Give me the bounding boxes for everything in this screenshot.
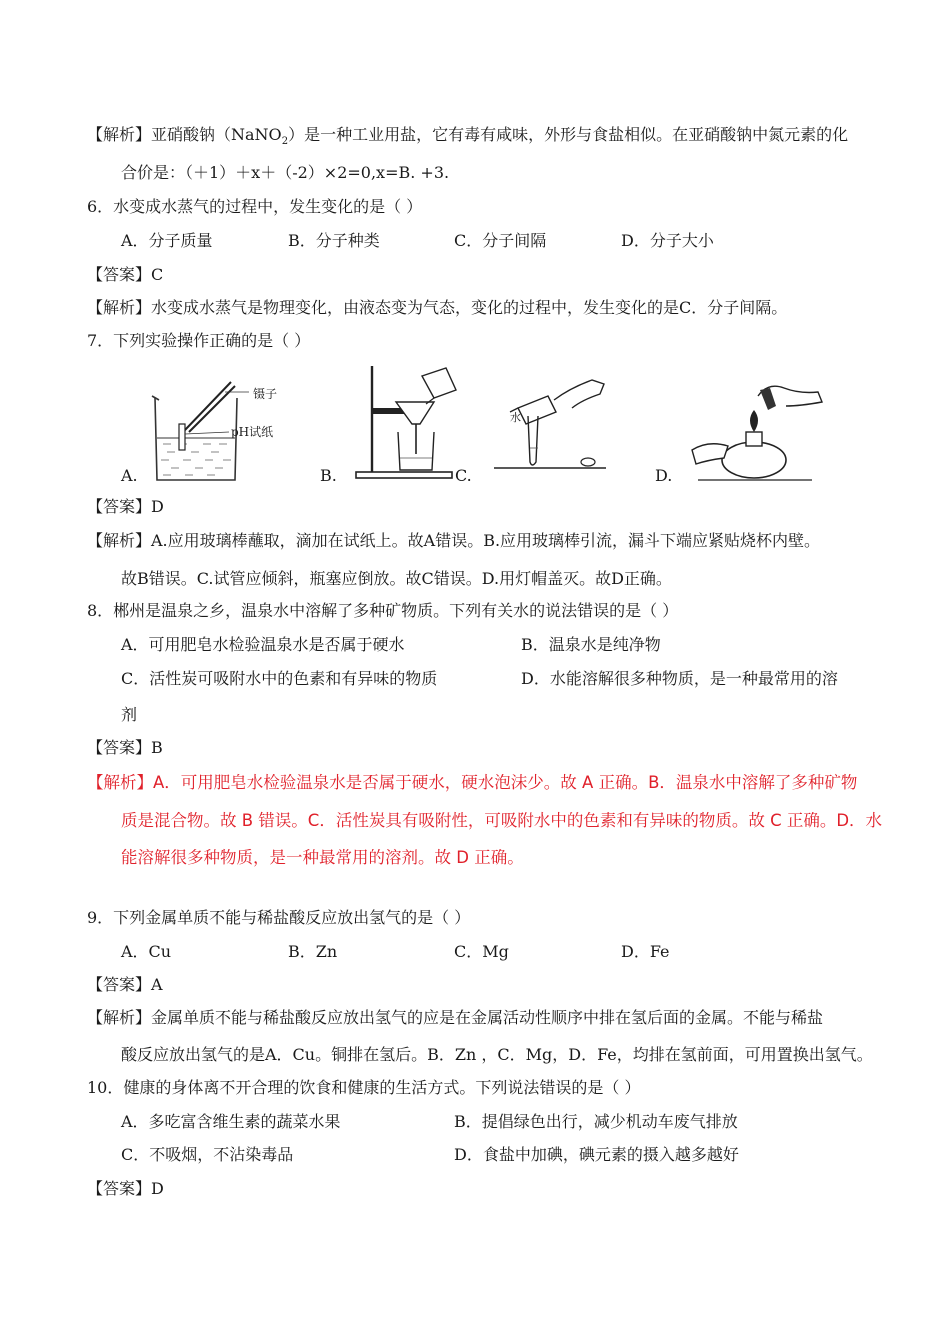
q5-analysis-label: 【解析】 <box>87 125 152 144</box>
q6-stem: 6．水变成水蒸气的过程中，发生变化的是（ ） <box>87 197 423 216</box>
q7-analysis-line2: 故B错误。C.试管应倾斜，瓶塞应倒放。故C错误。D.用灯帽盖灭。故D正确。 <box>121 569 672 588</box>
q7-label-d: D. <box>655 466 673 485</box>
q10-option-b: B．提倡绿色出行，减少机动车废气排放 <box>454 1112 738 1131</box>
q6-option-b: B．分子种类 <box>288 231 380 250</box>
q7-answer: 【答案】D <box>87 497 164 516</box>
q8-analysis-line3: 能溶解很多种物质，是一种最常用的溶剂。故 D 正确。 <box>121 848 524 867</box>
q7-analysis-line1: 【解析】A.应用玻璃棒蘸取，滴加在试纸上。故A错误。B.应用玻璃棒引流，漏斗下端应紧贴烧杯内壁。 <box>87 531 821 550</box>
figure-d-alcohol-lamp <box>688 376 838 488</box>
q8-analysis-line1: 【解析】A．可用肥皂水检验温泉水是否属于硬水，硬水泡沫少。故 A 正确。B．温泉水中溶解了多种矿物 <box>87 773 858 792</box>
q9-option-b: B．Zn <box>288 942 338 961</box>
figure-a-ph-test <box>145 378 305 484</box>
figure-a-label-tweezers: 镊子 <box>253 387 278 401</box>
figure-c-label-water: 水 <box>510 411 521 424</box>
figure-c-pouring <box>488 374 610 474</box>
q9-analysis-line1: 【解析】金属单质不能与稀盐酸反应放出氢气的应是在金属活动性顺序中排在氢后面的金属。不能与稀盐 <box>87 1008 824 1027</box>
q10-answer: 【答案】D <box>87 1179 164 1198</box>
q5-analysis-line2: 合价是：（＋1）＋x＋（-2）×2=0,x=B. +3. <box>121 163 450 182</box>
q8-option-d: D．水能溶解很多种物质，是一种最常用的溶 <box>521 669 838 688</box>
q7-label-a: A. <box>121 466 138 485</box>
q7-label-b: B. <box>320 466 337 485</box>
q10-option-d: D．食盐中加碘，碘元素的摄入越多越好 <box>454 1145 739 1164</box>
q9-option-a: A．Cu <box>121 942 172 961</box>
figure-b-filtration <box>350 362 460 484</box>
q6-analysis: 【解析】水变成水蒸气是物理变化，由液态变为气态，变化的过程中，发生变化的是C．分子间隔。 <box>87 298 788 317</box>
q6-option-c: C．分子间隔 <box>454 231 547 250</box>
q9-option-d: D．Fe <box>621 942 670 961</box>
q9-analysis-line2: 酸反应放出氢气的是A．Cu。铜排在氢后。B．Zn ，C．Mg，D．Fe，均排在氢前面，可用置换出氢气。 <box>121 1045 873 1064</box>
q9-option-c: C．Mg <box>454 942 509 961</box>
q5-analysis-line1: 【解析】亚硝酸钠（NaNO$_2$）是一种工业用盐，它有毒有咸味，外形与食盐相似。在亚硝酸钠中氮元素的化 <box>87 125 849 148</box>
q8-option-a: A．可用肥皂水检验温泉水是否属于硬水 <box>121 635 405 654</box>
q10-option-a: A．多吃富含维生素的蔬菜水果 <box>121 1112 341 1131</box>
q6-answer: 【答案】C <box>87 265 164 284</box>
q10-option-c: C．不吸烟，不沾染毒品 <box>121 1145 294 1164</box>
q6-option-d: D．分子大小 <box>621 231 714 250</box>
q10-stem: 10．健康的身体离不开合理的饮食和健康的生活方式。下列说法错误的是（ ） <box>87 1078 641 1097</box>
q8-option-b: B．温泉水是纯净物 <box>521 635 661 654</box>
figure-a-label-ph-paper: pH试纸 <box>231 425 274 439</box>
q9-answer: 【答案】A <box>87 975 163 994</box>
q8-answer: 【答案】B <box>87 738 163 757</box>
q6-option-a: A．分子质量 <box>121 231 213 250</box>
q8-option-c: C．活性炭可吸附水中的色素和有异味的物质 <box>121 669 438 688</box>
q7-stem: 7．下列实验操作正确的是（ ） <box>87 331 311 350</box>
q8-stem: 8．郴州是温泉之乡，温泉水中溶解了多种矿物质。下列有关水的说法错误的是（ ） <box>87 601 679 620</box>
q9-stem: 9．下列金属单质不能与稀盐酸反应放出氢气的是（ ） <box>87 908 471 927</box>
q8-option-d-continued: 剂 <box>121 705 138 724</box>
q7-label-c: C. <box>455 466 472 485</box>
q8-analysis-line2: 质是混合物。故 B 错误。C．活性炭具有吸附性，可吸附水中的色素和有异味的物质。故 C 正确。D．水 <box>121 811 883 830</box>
